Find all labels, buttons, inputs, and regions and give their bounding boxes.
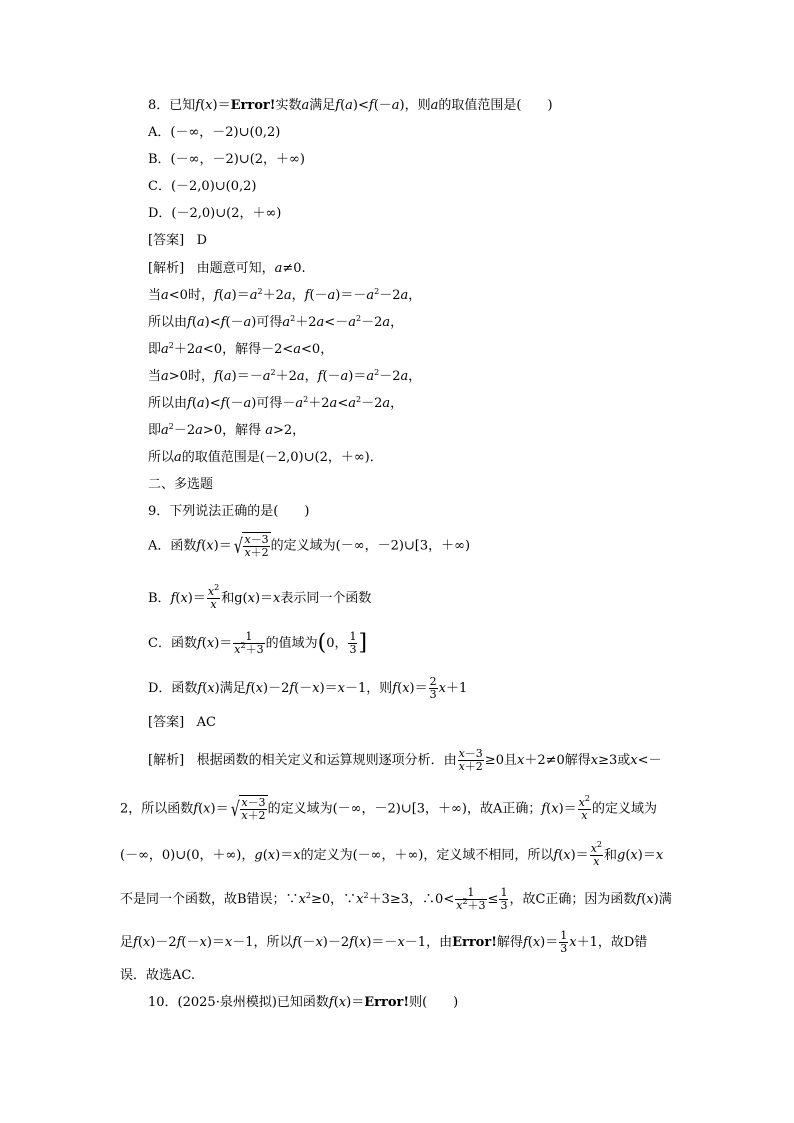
q8-analysis-line-7: 即$a^2-2a>0$，解得 a>2， — [148, 422, 306, 438]
q9-analysis-line-6: 误．故选AC. — [120, 968, 196, 983]
q9-analysis-line-3: (－∞，0)∪(0，＋∞)，g(x)＝x的定义为(－∞，＋∞)，定义域不相同，所以f(x)＝ $\frac{x^2}{x}$ 和g(x)＝x — [120, 840, 664, 868]
q9-analysis-line-2: 2，所以函数f(x)＝ √ $\frac{x-3}{x+2}$ 的定义域为(－∞，－2)∪[3，＋∞)，故A正确；f(x)＝ $\frac{x^2}{x}$ 的定义域为 — [120, 793, 657, 822]
q9-option-a: A．函数f(x)＝ √ $\frac{x-3}{x+2}$ 的定义域为(－∞，－2)∪[3，＋∞) — [148, 533, 471, 559]
error-text: Error! — [364, 995, 410, 1010]
q9-answer: [答案] AC — [148, 715, 216, 730]
q8-stem: 8．已知f(x)＝Error!实数a满足f(a)<f(－a)，则a的取值范围是( ) — [148, 98, 553, 113]
q8-answer: [答案] D — [148, 233, 207, 248]
q8-option-c: C．(－2,0)∪(0,2) — [148, 179, 257, 194]
error-text: Error! — [230, 98, 276, 113]
q9-stem: 9．下列说法正确的是( ) — [148, 504, 310, 519]
q8-analysis-line-5: 当a>0时，$f(a)=-a^2+2a$，$f(-a)=a^2-2a$， — [148, 368, 422, 384]
q9-analysis-line-4: 不是同一个函数，故B错误；$\because x^2\ge 0$，$\because x^2+3\ge 3$，∴0< $\frac{1}{x^2+3}$ ≤ $\frac{1}{3}$ ，故C正确；因为函数f(x)满 — [120, 886, 672, 912]
q8-option-a: A．(－∞，－2)∪(0,2) — [148, 125, 281, 140]
q8-analysis-line-1: [解析] 由题意可知，a≠0. — [148, 261, 306, 276]
q8-analysis-line-2: 当a<0时，$f(a)=a^2+2a$，$f(-a)=-a^2-2a$， — [148, 287, 422, 303]
error-text: Error! — [452, 935, 497, 950]
q9-analysis-line-1: [解析] 根据函数的相关定义和运算规则逐项分析．由 $\frac{x-3}{x+2}$ ≥0且x＋2≠0解得x≥3或x<－ — [148, 747, 662, 773]
q8-analysis-line-4: 即$a^2+2a<0$，解得－2<a<0， — [148, 341, 334, 357]
q9-analysis-line-5: 足f(x)－2f(－x)＝x－1，所以f(－x)－2f(x)＝－x－1，由Error!解得f(x)＝ $\frac{1}{3}$ x＋1，故D错 — [120, 929, 648, 955]
q9-option-c: C．函数f(x)＝ $\frac{1}{x^2+3}$ 的值域为(0， $\frac{1}{3}$ ] — [148, 630, 368, 656]
q8-option-b: B．(－∞，－2)∪(2，＋∞) — [148, 152, 305, 167]
q8-analysis-line-3: 所以由f(a)<f(－a)可得$a^2+2a<-a^2-2a$， — [148, 314, 404, 330]
q8-analysis-line-6: 所以由f(a)<f(－a)可得$-a^2+2a<a^2-2a$， — [148, 395, 404, 411]
q10-stem: 10．(2025·泉州模拟)已知函数f(x)＝Error!则( ) — [148, 995, 459, 1010]
q9-option-b: B．f(x)＝ $\frac{x^2}{x}$ 和g(x)＝x表示同一个函数 — [148, 583, 372, 611]
q9-option-d: D．函数f(x)满足f(x)－2f(－x)＝x－1，则f(x)＝ $\frac{2}{3}$ x＋1 — [148, 675, 468, 701]
q8-analysis-line-8: 所以a的取值范围是(－2,0)∪(2，＋∞)． — [148, 450, 383, 465]
section-heading: 二、多选题 — [148, 477, 214, 492]
q8-option-d: D．(－2,0)∪(2，＋∞) — [148, 206, 282, 221]
